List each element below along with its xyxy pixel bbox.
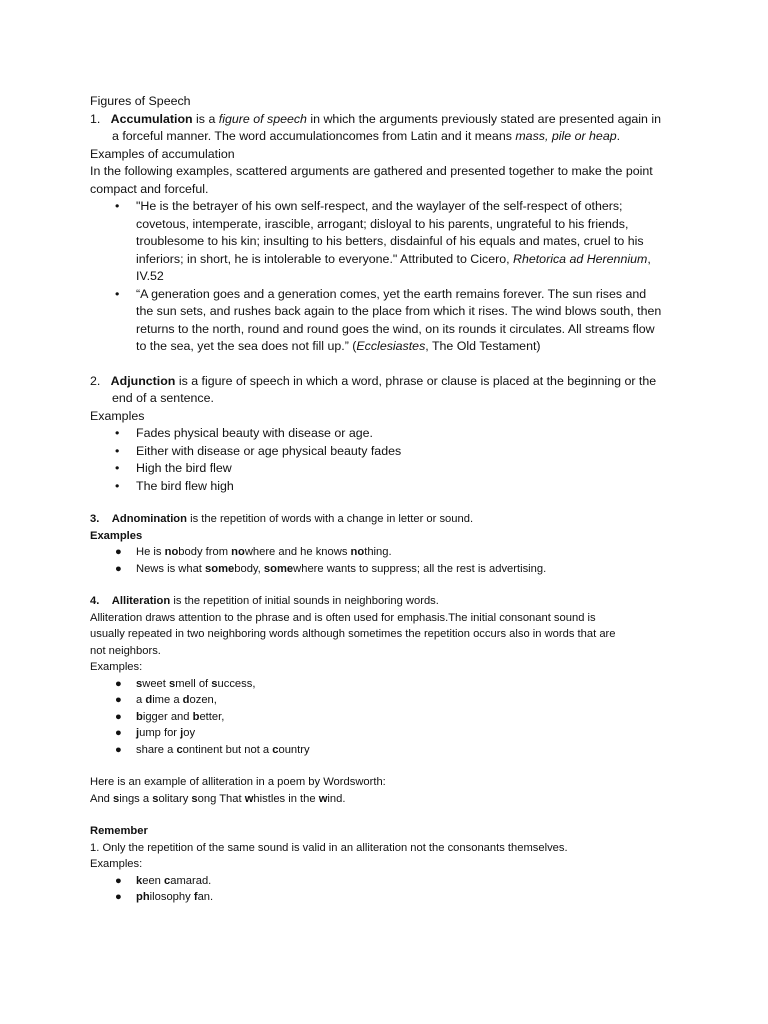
adnomination-examples-heading: Examples [90, 529, 143, 542]
accumulation-examples-heading: Examples of accumulation [90, 146, 235, 161]
list-item: • Fades physical beauty with disease or age. [90, 425, 680, 443]
list-item: ● bigger and better, [90, 709, 680, 726]
term-adjunction: Adjunction [110, 373, 176, 388]
list-item: • “A generation goes and a generation comes, yet the earth remains forever. The sun rises and the sun sets, and rushes back again to the place from which it rises. The wind blows south, then returns to the north, round and round goes the wind, on its rounds it circulates. All streams flow to the sea, yet the sea does not fill up.” (Ecclesiastes, The Old Testament) [115, 286, 662, 353]
remember-examples-heading: Examples: [90, 858, 143, 870]
adjunction-examples-heading: Examples [90, 408, 145, 423]
bullet-icon: ● [115, 677, 122, 690]
bullet-icon: ● [115, 562, 122, 575]
list-item: ● share a continent but not a country [90, 742, 680, 759]
accumulation-definition-cont: a forceful manner. The word accumulationcomes from Latin and it means mass, pile or heap. [112, 129, 621, 143]
term-accumulation: Accumulation [110, 111, 193, 126]
bullet-icon: • [115, 443, 120, 458]
alliteration-examples-heading: Examples: [90, 661, 143, 673]
bullet-icon: ● [115, 874, 122, 887]
adjunction-definition-cont: end of a sentence. [112, 391, 214, 405]
list-item: • High the bird flew [90, 460, 680, 478]
poem-intro: Here is an example of alliteration in a poem by Wordsworth: [90, 776, 386, 788]
adnomination-examples-list [90, 544, 680, 577]
accumulation-intro-line2: compact and forceful. [90, 181, 209, 196]
list-item: • "He is the betrayer of his own self-respect, and the waylayer of the self-respect of others; covetous, intemperate, irascible, arrogant; disloyal to his parents, ungrateful to his friends, troublesome to his kin; insulting to his betters, disdainful of his equals and mates, cruel to his inferiors; in short, he is intolerable to everyone." Attributed to Cicero, Rhetorica ad Herennium, IV.52 [115, 199, 651, 283]
accumulation-definition: 1. Accumulation is a figure of speech in which the arguments previously stated are presented again in [90, 111, 661, 126]
remember-examples-list [90, 873, 680, 906]
page-title: Figures of Speech [90, 94, 191, 108]
adjunction-definition: 2. Adjunction is a figure of speech in which a word, phrase or clause is placed at the beginning or the [90, 373, 657, 388]
term-adnomination: Adnomination [111, 513, 187, 525]
accumulation-intro-line1: In the following examples, scattered arguments are gathered and presented together to make the point [90, 164, 653, 178]
poem-line: And sings a solitary song That whistles in the wind. [90, 792, 346, 805]
list-item: ● sweet smell of success, [90, 676, 680, 693]
bullet-icon: • [115, 478, 120, 493]
accumulation-examples-list [90, 198, 680, 356]
list-item: ● jump for joy [90, 725, 680, 742]
list-item: • Either with disease or age physical beauty fades [90, 443, 680, 461]
list-item: ● News is what somebody, somewhere wants to suppress; all the rest is advertising. [90, 561, 680, 578]
list-item: ● philosophy fan. [90, 889, 680, 906]
bullet-icon: • [115, 286, 120, 301]
bullet-icon: ● [115, 727, 122, 739]
bullet-icon: • [115, 426, 120, 440]
list-item: ● He is nobody from nowhere and he knows nothing. [90, 544, 680, 561]
alliteration-examples-list [90, 676, 680, 759]
alliteration-definition: 4. Alliteration is the repetition of initial sounds in neighboring words. [90, 595, 439, 607]
adjunction-examples-list [90, 425, 680, 495]
bullet-icon: ● [115, 710, 122, 723]
bullet-icon: ● [115, 694, 122, 706]
remember-line1: 1. Only the repetition of the same sound is valid in an alliteration not the consonants themselves. [90, 841, 568, 854]
bullet-icon: • [115, 461, 120, 475]
bullet-icon: ● [115, 743, 122, 756]
document-body: Figures of Speech 1. Accumulation is a figure of speech in which the arguments previously stated are presented again in a forceful manner. The word accumulationcomes from Latin and it means mass, pile or heap. Examples of accumulation In the following examples, scattered arguments are gathered and presented together to make the point compact and forceful. • "He is the betrayer of his own self-respect, and the waylayer of the self-respect of others; covetous, intemperate, irascible, arrogant; disloyal to his parents, ungrateful to his friends, troublesome to his kin; insulting to his betters, disdainful of his equals and mates, cruel to his inferiors; in short, he is intolerable to everyone." Attributed to Cicero, Rhetorica ad Herennium, IV.52 • “A generation goes and a generation comes, yet the earth remains forever. The sun rises and the sun sets, and rushes back again to the place from which it rises. The wind blows south, then returns to the north, round and round goes the wind, on its rounds it circulates. All streams flow to the sea, yet the sea does not fill up.” (Ecclesiastes, The Old Testament) 2. Adjunction is a figure of speech in which a word, phrase or clause is placed at the beginning or the end of a sentence. Examples • Fades physical beauty with disease or age. • Either with disease or age physical beauty fades • High the bird flew • The bird flew high 3. Adnomination is the repetition of words with a change in letter or sound. Examples ● He is nobody from nowhere and he knows nothing. ● News is what somebody, somewhere wants to suppress; all the rest is advertising. 4. Alliteration is the repetition of initial sounds in neighboring words. Alliteration draws attention to the phrase and is often used for emphasis.The initial consonant sound is usually repeated in two neighboring words although sometimes the repetition occurs also in words that are not neighbors. Examples: ● sweet smell of success, ● a dime a dozen, ● bigger and better, ● jump for joy ● share a continent but not a country Here is an example of alliteration in a poem by Wordsworth: And sings a solitary song That whistles in the wind. Remember 1. Only the repetition of the same sound is valid in an alliteration not the consonants themselves. Examples: ● keen camarad. ● philosophy fan. [90, 93, 680, 906]
adnomination-definition: 3. Adnomination is the repetition of words with a change in letter or sound. [90, 513, 474, 525]
term-alliteration: Alliteration [111, 595, 171, 607]
list-item: ● keen camarad. [90, 873, 680, 890]
list-item: ● a dime a dozen, [90, 692, 680, 709]
bullet-icon: ● [115, 891, 122, 903]
bullet-icon: ● [115, 546, 122, 558]
remember-heading: Remember [90, 825, 148, 837]
list-item: • The bird flew high [90, 478, 680, 496]
bullet-icon: • [115, 199, 120, 213]
